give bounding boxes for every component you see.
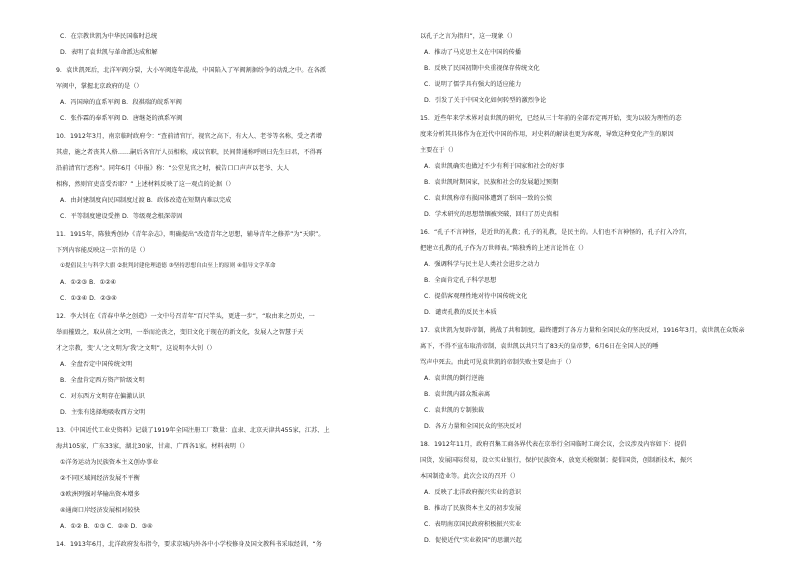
answer-option-line: B．推动了民族资本主义的初步发展 <box>424 505 522 512</box>
answer-option-line: D．表明了袁世凯与革命派达成和解 <box>60 49 158 56</box>
answer-option-line: A．强调科学与民主是人类社会进步之动力 <box>424 261 540 268</box>
answer-option-line: C．张作霖的奉系军阀 D．唐继尧的滇系军阀 <box>60 115 183 122</box>
question-line: 18．1912年11月，政府召集工商各界代表在京举行全国临时工商会议，会议涉及内容如下：提倡 <box>420 441 687 448</box>
question-line: 骂声中死去。由此可见袁世凯的帝制失败主要是由于（） <box>420 359 575 366</box>
answer-option-line: ①洋务运动为民族资本主义创办事业 <box>60 459 159 466</box>
answer-option-line: C．说明了儒学具有强大的适应能力 <box>424 81 522 88</box>
answer-option-line: B．袁世凯内部众叛亲离 <box>424 391 491 398</box>
answer-option-line: ①提倡民主与科学大旗 ②批判封建伦理道德 ③坚持思想自由至上的原则 ④倡导文学革命 <box>60 263 276 269</box>
answer-option-line: A．冯国璋的直系军阀 B．段祺瑞的皖系军阀 <box>60 99 182 106</box>
answer-option-line: C．袁世凯称帝有损国体遭到了举国一致的公愤 <box>424 195 553 202</box>
question-line: 16．“孔子不言神怪，是近世的礼教；孔子的礼教，是民主的。人们也不言神怪的，孔子打入冷宫， <box>420 229 691 236</box>
answer-option-line: ④通商口岸经济发展相对较快 <box>60 507 140 514</box>
answer-option-line: D．引发了关于中国文化如何转型的激烈争论 <box>424 97 547 104</box>
question-line: 海共105家，广东33家，湖北30家，甘肃、广西各1家。材料表明（） <box>56 443 249 450</box>
question-line: 相称，然则官吏喜受否耶？” 上述材料反映了这一观点的论据（） <box>56 181 235 188</box>
answer-option-line: C．提倡客观理性地对待中国传统文化 <box>424 293 528 300</box>
answer-option-line: ②不同区域间经济发展不平衡 <box>60 475 140 482</box>
answer-option-line: A．袁世凯的倒行逆施 <box>424 375 484 382</box>
question-line: 本国制造业等。此次会议的召开（） <box>420 473 519 480</box>
question-line: 沿前清官厅恶称”。同年6月《申报》称：“公堂见官之时，被告口口声声以老爷、大人 <box>56 165 290 172</box>
answer-option-line: C．①③④ D．②③④ <box>60 295 117 302</box>
question-line: 11．1915年，陈独秀创办《青年杂志》，明确提出“改造青年之思想，辅导青年之修养”为“天职”。 <box>56 231 325 238</box>
answer-option-line: B．全盘肯定西方资产阶级文明 <box>60 377 145 384</box>
question-line: 13．《中国近代工业史资料》记载了1919年全国注册工厂数量：直隶、北京天津共455家，江苏、上 <box>56 427 330 434</box>
answer-option-line: A．反映了北洋政府振兴实业的意识 <box>424 489 522 496</box>
answer-option-line: B．全面肯定孔子科学思想 <box>424 277 497 284</box>
answer-option-line: C．在宗教世凯为中华民国临时总统 <box>60 33 158 40</box>
answer-option-line: D．各方力量和全国民众的坚决反对 <box>424 423 522 430</box>
question-line: 主要在于（） <box>420 147 458 154</box>
answer-option-line: D．学术研究的思想禁锢被突破，回归了历史真相 <box>424 211 559 218</box>
answer-option-line: D．促使近代“实业救国”的思潮兴起 <box>424 537 522 544</box>
answer-option-line: C．表明南京国民政府积极振兴实业 <box>424 521 522 528</box>
question-line: 14．1913年6月，北洋政府发布指令，要求京城内外各中小学校修身及国文教科书采取经训，“务 <box>56 541 322 548</box>
answer-option-line: D．谴责孔教的反民主本质 <box>424 309 497 316</box>
question-line: 15．近些年来学术界对袁世凯的研究，已经从三十年前的全部否定再开始，变为以较为理性的态 <box>420 115 682 122</box>
answer-option-line: C．平等制度建设受挫 D．等级观念根深蒂固 <box>60 213 183 220</box>
question-line: 17．袁世凯为复辟帝制，挑战了共和制度，最终遭到了各方力量和全国民众的坚决反对，1916年3月，袁世凯在众叛亲 <box>420 327 745 334</box>
answer-option-line: C．袁世凯的专制独裁 <box>424 407 485 414</box>
question-line: 把建立孔教的孔子作为万世师表。”陈独秀的上述言论旨在（） <box>420 245 588 252</box>
question-line: 其虚，施之者丧其人格……嗣后各官厅人员相称，咸以官职，民间普通称呼则曰先生曰君，不得再 <box>56 149 323 156</box>
question-line: 度来分析其具体作为在近代中国的作用，对史料的解读也更为客观，导致这种变化产生的原因 <box>420 131 674 138</box>
answer-option-line: A．①②③ B．①②④ <box>60 279 117 286</box>
question-line: 9．袁世凯死后，北洋军阀分裂，大小军阀连年混战，中国陷入了军阀割据纷争的动乱之中。在各派 <box>56 67 326 74</box>
question-line: 国货，发展国际贸易，设立实业银行，保护民族资本，放宽关税限制；提倡国货，创制新技术，振兴 <box>420 457 693 464</box>
question-line: 离下，不得不宣布取消帝制，袁世凯以共只当了83天的皇帝梦，6月6日在全国人民的唾 <box>420 343 659 350</box>
answer-option-line: A．全盘否定中国传统文明 <box>60 361 133 368</box>
answer-option-line: A．由封建制度向民国制度过渡 B．政体改造在短期内难以完成 <box>60 197 232 204</box>
answer-option-line: A．①② B．①③ C．②④ D．③④ <box>60 523 153 530</box>
question-line: 下列内容能反映这一宗旨的是（） <box>56 247 149 254</box>
question-line: 才之宗教，变‘人’之文明为‘我’之文明”，这说明李大钊（） <box>56 345 216 352</box>
answer-option-line: B．袁世凯时期国家，民族和社会的发展超过预期 <box>424 179 559 186</box>
question-line: 以孔子之言为指归”，这一现象（） <box>420 33 517 40</box>
answer-option-line: ③欧洲列强对华输出资本增多 <box>60 491 140 498</box>
answer-option-line: A．袁世凯确实也做过不少有利于国家和社会的好事 <box>424 163 565 170</box>
question-line: 12．李大钊在《青春中华之创造》一文中号召青年“百尺竿头，更进一步”，“取由来之历史，一 <box>56 313 315 320</box>
answer-option-line: B．反映了民国初期中央重视保存传统文化 <box>424 65 540 72</box>
answer-option-line: D．主张有选择地吸收西方文明 <box>60 409 146 416</box>
question-line: 10．1912年3月，南京临时政府令：“查前清官厅，视官之高下，有大人、老爷等名称，受之者增 <box>56 133 322 140</box>
question-line: 举而摧毁之，取从前之文明，一举而沦丧之，变旧文化于现在的新文化，发展人之智慧于天 <box>56 329 304 336</box>
answer-option-line: A．推动了马克思主义在中国的传播 <box>424 49 522 56</box>
question-line: 军阀中，掌握北京政府的是（） <box>56 83 143 90</box>
answer-option-line: C．对东西方文明存在偏激认识 <box>60 393 145 400</box>
